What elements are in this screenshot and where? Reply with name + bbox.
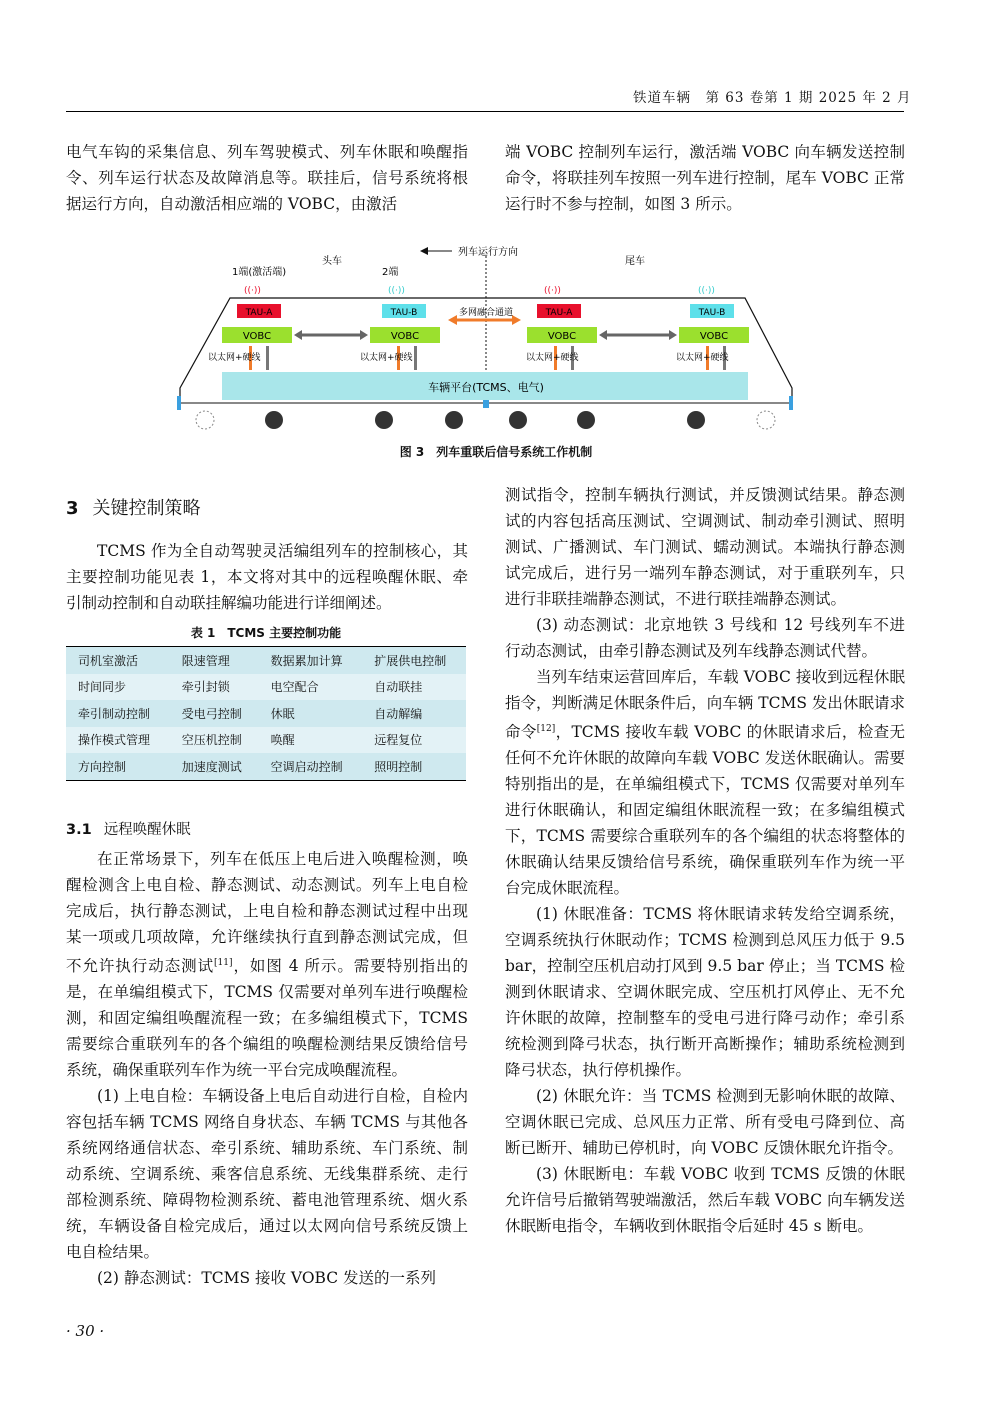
section-intro — [66, 538, 468, 616]
control-function-table — [66, 646, 466, 781]
header-rule — [66, 111, 904, 112]
subsection-title: 远程唤醒休眠 — [103, 822, 191, 838]
signal-system-diagram — [170, 238, 802, 438]
left-body — [66, 846, 468, 1291]
paragraph: (2) 休眠允许：当 TCMS 检测到无影响休眠的故障、空调休眠已完成、总风压力正常、所有受电弓降到位、高断已断开、辅助已停机时，向 VOBC 反馈休眠允许指令。 — [505, 1087, 905, 1158]
running-head: 铁道车辆 第 63 卷第 1 期 2025 年 2 月 — [633, 90, 912, 106]
coupler — [483, 400, 489, 408]
vobc-label: VOBC — [390, 331, 420, 342]
table-cell: 唤醒 — [259, 727, 363, 754]
antenna-icon: ((·)) — [244, 286, 261, 296]
table-cell: 自动联挂 — [362, 674, 466, 701]
multi-channel-label: 多网融合通道 — [458, 308, 514, 318]
tau-b-label: TAU-B — [390, 308, 418, 318]
figure-caption: 图 3 列车重联后信号系统工作机制 — [399, 445, 593, 459]
table-row — [66, 753, 466, 780]
vobc-label: VOBC — [547, 331, 577, 342]
table-cell: 扩展供电控制 — [362, 647, 466, 674]
table-cell: 数据累加计算 — [259, 647, 363, 674]
citation: [12] — [536, 724, 556, 734]
table-cell: 限速管理 — [170, 647, 259, 674]
table-cell: 司机室激活 — [66, 647, 170, 674]
table-cell: 空调启动控制 — [259, 753, 363, 780]
paragraph: 电气车钩的采集信息、列车驾驶模式、列车休眠和唤醒指令、列车运行状态及故障消息等。联挂后，信号系统将根据运行方向，自动激活相应端的 VOBC，由激活 — [66, 143, 468, 213]
table-cell: 电空配合 — [259, 674, 363, 701]
section-title: 关键控制策略 — [92, 498, 201, 519]
table-cell: 远程复位 — [362, 727, 466, 754]
tail-car-label: 尾车 — [625, 256, 645, 267]
section-heading — [66, 494, 201, 520]
text-run: 在正常场景下，列车在低压上电后进入唤醒检测，唤醒检测含上电自检、静态测试、动态测试。列车上电自检完成后，执行静态测试，上电自检和静态测试过程中出现某一项或几项故障，允许继续执行直到静态测试完成，但不允许执行动态测试 — [66, 850, 468, 976]
antenna-icon: ((·)) — [388, 286, 405, 296]
page-number: · 30 · — [66, 1322, 105, 1340]
head-car-label: 头车 — [322, 256, 342, 267]
coupler — [789, 396, 793, 410]
section-number: 3 — [66, 498, 79, 519]
coupler — [177, 396, 181, 410]
paragraph: (1) 休眠准备：TCMS 将休眠请求转发给空调系统，空调系统执行休眠动作；TCMS 检测到总风压力低于 9.5 bar，控制空压机启动打风到 9.5 bar 停止；当 TCMS 检测到休眠请求、空调休眠完成、空压机打风停止、无不允许休眠的故障，控制整车的受电弓进行降弓动作；牵引系统检测到降弓状态，执行断开高断操作；辅助系统检测到降弓状态，执行停机操作。 — [505, 905, 905, 1080]
table-row — [66, 674, 466, 701]
table-cell: 休眠 — [259, 700, 363, 727]
subsection-heading — [66, 818, 191, 839]
paragraph: (3) 动态测试：北京地铁 3 号线和 12 号线列车不进行动态测试，由牵引静态测试及列车线静态测试代替。 — [505, 616, 905, 660]
right-body — [505, 482, 905, 1239]
vehicle-platform-label: 车辆平台(TCMS、电气) — [428, 381, 544, 394]
paragraph: (2) 静态测试：TCMS 接收 VOBC 发送的一系列 — [97, 1269, 437, 1288]
table-row — [66, 647, 466, 674]
paragraph: TCMS 作为全自动驾驶灵活编组列车的控制核心，其主要控制功能见表 1，本文将对其中的远程唤醒休眠、牵引制动控制和自动联挂解编功能进行详细阐述。 — [66, 542, 468, 612]
vertical-arrows-gray — [266, 346, 726, 370]
eth-label: 以太网+硬线 — [676, 353, 729, 363]
eth-label: 以太网+硬线 — [526, 353, 579, 363]
table-cell: 加速度测试 — [170, 753, 259, 780]
table-cell: 牵引制动控制 — [66, 700, 170, 727]
table-cell: 空压机控制 — [170, 727, 259, 754]
table-cell: 牵引封锁 — [170, 674, 259, 701]
top-right-text — [505, 139, 905, 217]
end1-label: 1端(激活端) — [232, 267, 287, 278]
end2-label: 2端 — [382, 267, 399, 278]
vertical-arrows — [249, 346, 709, 370]
table-cell: 时间同步 — [66, 674, 170, 701]
paragraph — [66, 846, 468, 1083]
text-run: ，如图 4 所示。需要特别指出的是，在单编组模式下，TCMS 仅需要对单列车进行唤醒检测，和固定编组唤醒流程一致；在多编组模式下，TCMS 需要综合重联列车的各个编组的唤醒检测结果反馈给信号系统，确保重联列车作为统一平台完成唤醒流程。 — [66, 957, 468, 1080]
vobc-label: VOBC — [699, 331, 729, 342]
antenna-icon: ((·)) — [698, 286, 715, 296]
tau-a-label: TAU-A — [545, 308, 573, 318]
paragraph: (3) 休眠断电：车载 VOBC 收到 TCMS 反馈的休眠允许信号后撤销驾驶端激活，然后车载 VOBC 向车辆发送休眠断电指令，车辆收到休眠指令后延时 45 s 断电。 — [505, 1165, 905, 1236]
table-row — [66, 727, 466, 754]
vobc-label: VOBC — [242, 331, 272, 342]
table-cell: 操作模式管理 — [66, 727, 170, 754]
table-row — [66, 700, 466, 727]
table-caption: 表 1 TCMS 主要控制功能 — [190, 626, 342, 640]
tau-b-label: TAU-B — [698, 308, 726, 318]
wheels — [196, 411, 775, 429]
table-cell: 自动解编 — [362, 700, 466, 727]
citation: [11] — [214, 958, 233, 968]
eth-label: 以太网+硬线 — [360, 353, 413, 363]
table-cell: 方向控制 — [66, 753, 170, 780]
subsection-number: 3.1 — [66, 822, 92, 838]
table-cell: 照明控制 — [362, 753, 466, 780]
top-left-text — [66, 139, 468, 217]
table-cell: 受电弓控制 — [170, 700, 259, 727]
direction-arrowhead — [420, 247, 428, 255]
paragraph — [505, 664, 905, 901]
text-run: ，TCMS 接收车载 VOBC 的休眠请求后，检查无任何不允许休眠的故障向车载 VOBC 发送休眠确认。需要特别指出的是，在单编组模式下，TCMS 仅需要对单列车进行休眠确认，和固定编组休眠流程一致；在多编组模式下，TCMS 需要综合重联列车的各个编组的状态将整体的休眠确认结果反馈给信号系统，确保重联列车作为统一平台完成休眠流程。 — [505, 723, 905, 898]
paragraph: 测试指令，控制车辆执行测试，并反馈测试结果。静态测试的内容包括高压测试、空调测试、制动牵引测试、照明测试、广播测试、车门测试、蠕动测试。本端执行静态测试完成后，进行另一端列车静态测试，对于重联列车，只进行非联挂端静态测试，不进行联挂端静态测试。 — [505, 486, 905, 608]
tau-a-label: TAU-A — [245, 308, 273, 318]
text-run: 当列车结束运营回库后，车载 VOBC 接收到远程休眠指令，判断满足休眠条件后，向车辆 TCMS 发出休眠请求命令 — [505, 668, 905, 742]
antenna-icon: ((·)) — [544, 286, 561, 296]
paragraph: (1) 上电自检：车辆设备上电后自动进行自检，自检内容包括车辆 TCMS 网络自身状态、车辆 TCMS 与其他各系统网络通信状态、牵引系统、辅助系统、车门系统、制动系统、空调系统、乘客信息系统、无线集群系统、走行部检测系统、障碍物检测系统、蓄电池管理系统、烟火系统，车辆设备自检完成后，通过以太网向信号系统反馈上电自检结果。 — [66, 1087, 468, 1262]
paragraph: 端 VOBC 控制列车运行，激活端 VOBC 向车辆发送控制命令，将联挂列车按照一列车进行控制，尾车 VOBC 正常运行时不参与控制，如图 3 所示。 — [505, 143, 905, 213]
eth-label: 以太网+硬线 — [208, 353, 261, 363]
direction-label: 列车运行方向 — [458, 247, 518, 258]
